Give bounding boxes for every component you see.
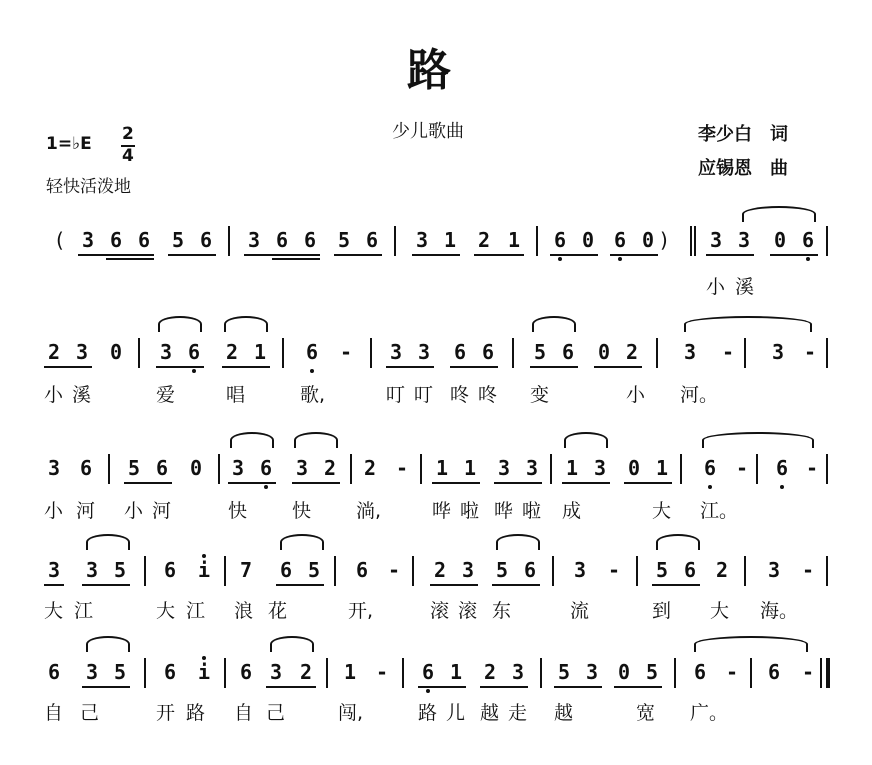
slur: [742, 206, 816, 222]
note: 6: [184, 334, 204, 370]
lyric: 爱: [156, 384, 176, 406]
slur: [294, 432, 338, 448]
slur: [270, 636, 314, 652]
note: 3: [573, 558, 587, 582]
time-signature-bottom: 4: [122, 146, 134, 166]
note: 2: [363, 456, 377, 480]
barline: [826, 226, 828, 256]
note: -: [801, 660, 815, 684]
note: 2: [47, 340, 61, 364]
beam: [334, 254, 382, 256]
notes-row-1: [0, 222, 872, 258]
note: 6: [275, 228, 289, 252]
lyric: 啦: [522, 500, 542, 522]
note: 3: [85, 660, 99, 684]
note: 6: [47, 660, 61, 684]
beam: [418, 686, 466, 688]
note: 3: [585, 660, 599, 684]
lyric: 大: [44, 600, 64, 622]
beam: [474, 254, 524, 256]
note: 3: [709, 228, 723, 252]
beam: [706, 254, 754, 256]
composer-credit: [698, 154, 788, 180]
barline: [552, 556, 554, 586]
note: 5: [113, 558, 127, 582]
lyric: 咚: [450, 384, 470, 406]
beam: [244, 254, 320, 256]
barline: [756, 454, 758, 484]
note: 1: [449, 660, 463, 684]
note: 5: [557, 660, 571, 684]
note: 1: [507, 228, 521, 252]
barline: [144, 556, 146, 586]
note: 3: [47, 456, 61, 480]
barline: [224, 556, 226, 586]
lyric: 滚: [430, 600, 450, 622]
lyric: 河: [152, 500, 172, 522]
note: 6: [155, 456, 169, 480]
open-paren: (: [56, 228, 64, 252]
barline: [536, 226, 538, 256]
beam: [550, 254, 598, 256]
note: 3: [461, 558, 475, 582]
barline: [744, 338, 746, 368]
lyric: 哗: [494, 500, 514, 522]
note: 7: [239, 558, 253, 582]
barline: [512, 338, 514, 368]
lyric: 歌,: [300, 384, 326, 406]
beam: [78, 254, 154, 256]
lyricist-role: 词: [770, 124, 788, 145]
barline: [694, 226, 696, 256]
staff-system-2: [0, 334, 872, 406]
note: -: [735, 456, 749, 480]
note: -: [387, 558, 401, 582]
note: 5: [645, 660, 659, 684]
barline: [412, 556, 414, 586]
note: 3: [81, 228, 95, 252]
credits: [698, 120, 788, 188]
note: 5: [307, 558, 321, 582]
barline: [690, 226, 692, 256]
note: 2: [625, 340, 639, 364]
beam: [276, 584, 324, 586]
note: 3: [683, 340, 697, 364]
lyric: 自: [234, 702, 254, 724]
note: -: [801, 558, 815, 582]
note: 3: [85, 558, 99, 582]
lyric: 海。: [760, 600, 799, 622]
barline: [826, 454, 828, 484]
lyrics-row-2: [0, 382, 872, 408]
barline: [218, 454, 220, 484]
beam: [82, 686, 130, 688]
composer-role: 曲: [770, 158, 788, 179]
notes-row-3: [0, 450, 872, 486]
beam: [106, 258, 154, 260]
note: 2: [225, 340, 239, 364]
lyricist-credit: [698, 120, 788, 146]
note: 5: [171, 228, 185, 252]
note: 6: [163, 660, 177, 684]
beam: [272, 258, 320, 260]
lyric: 淌,: [356, 500, 382, 522]
note: -: [607, 558, 621, 582]
lyric: 越: [480, 702, 500, 724]
note: 6: [683, 558, 697, 582]
note: 1: [565, 456, 579, 480]
beam: [168, 254, 216, 256]
note: 2: [715, 558, 729, 582]
lyric: 越: [554, 702, 574, 724]
lyric: 走: [508, 702, 528, 724]
slur: [224, 316, 268, 332]
note: 1: [343, 660, 357, 684]
note: 6: [302, 334, 322, 370]
barline: [282, 338, 284, 368]
final-barline-thin: [820, 658, 822, 688]
staff-system-1: [0, 222, 872, 298]
beam: [412, 254, 460, 256]
lyric: 唱: [226, 384, 246, 406]
barline: [370, 338, 372, 368]
barline: [326, 658, 328, 688]
lyric: 大: [710, 600, 730, 622]
beam: [386, 366, 434, 368]
beam: [624, 482, 672, 484]
beam: [450, 366, 498, 368]
note: 3: [737, 228, 751, 252]
barline: [826, 338, 828, 368]
note: 6: [418, 654, 438, 690]
barline: [540, 658, 542, 688]
beam: [266, 686, 316, 688]
note: 0: [617, 660, 631, 684]
note: 6: [355, 558, 369, 582]
note: i: [194, 552, 214, 588]
lyric: 广。: [690, 702, 729, 724]
note: 3: [47, 558, 61, 582]
note: 3: [767, 558, 781, 582]
lyric: 开,: [348, 600, 374, 622]
barline: [636, 556, 638, 586]
lyric: 变: [530, 384, 550, 406]
lyric: 路: [418, 702, 438, 724]
note: 6: [798, 222, 818, 258]
note: 6: [279, 558, 293, 582]
lyrics-row-4: [0, 598, 872, 624]
lyric: 闯,: [338, 702, 364, 724]
composer-name: 应锡恩: [698, 158, 752, 179]
tie: [694, 636, 808, 652]
note: -: [803, 340, 817, 364]
lyric: 浪: [234, 600, 254, 622]
lyric: 东: [492, 600, 512, 622]
note: 1: [435, 456, 449, 480]
note: 0: [581, 228, 595, 252]
song-subtitle: 少儿歌曲: [392, 121, 464, 142]
note: 6: [109, 228, 123, 252]
lyric: 己: [266, 702, 286, 724]
note: -: [375, 660, 389, 684]
barline: [674, 658, 676, 688]
note: 3: [415, 228, 429, 252]
lyric: 江: [186, 600, 206, 622]
barline: [744, 556, 746, 586]
barline: [350, 454, 352, 484]
note: 2: [433, 558, 447, 582]
beam: [124, 482, 172, 484]
note: 6: [239, 660, 253, 684]
barline: [228, 226, 230, 256]
notes-row-5: [0, 654, 872, 690]
lyric: 河。: [680, 384, 719, 406]
note: 6: [550, 222, 570, 258]
barline: [334, 556, 336, 586]
lyrics-row-3: [0, 498, 872, 524]
lyrics-row-5: [0, 700, 872, 726]
note: 6: [693, 660, 707, 684]
slur: [230, 432, 274, 448]
lyric: 江: [74, 600, 94, 622]
key-signature: 1=♭E: [46, 134, 92, 154]
note: -: [339, 340, 353, 364]
barline: [108, 454, 110, 484]
note: 6: [772, 450, 792, 486]
note: 3: [497, 456, 511, 480]
final-barline-thick: [826, 658, 830, 688]
staff-system-3: [0, 450, 872, 522]
note: 6: [137, 228, 151, 252]
note: 3: [417, 340, 431, 364]
beam: [610, 254, 658, 256]
note: 1: [253, 340, 267, 364]
note: 3: [75, 340, 89, 364]
lyric: 到: [652, 600, 672, 622]
slur: [158, 316, 202, 332]
barline: [138, 338, 140, 368]
beam: [494, 482, 542, 484]
note: 3: [389, 340, 403, 364]
note: -: [721, 340, 735, 364]
notes-row-4: [0, 552, 872, 588]
beam: [770, 254, 818, 256]
lyric: 快: [228, 500, 248, 522]
note: 6: [303, 228, 317, 252]
note: 5: [495, 558, 509, 582]
lyric: 江。: [700, 500, 739, 522]
note: 3: [593, 456, 607, 480]
note: 6: [256, 450, 276, 486]
slur: [564, 432, 608, 448]
note: 3: [511, 660, 525, 684]
close-paren: ): [660, 228, 668, 252]
note: 5: [113, 660, 127, 684]
barline: [144, 658, 146, 688]
beam: [594, 366, 642, 368]
note: -: [725, 660, 739, 684]
lyric: 小: [44, 384, 64, 406]
note: 6: [523, 558, 537, 582]
lyric: 己: [80, 702, 100, 724]
note: 2: [477, 228, 491, 252]
slur: [86, 534, 130, 550]
note: 3: [525, 456, 539, 480]
staff-system-4: [0, 552, 872, 622]
lyric: 小: [124, 500, 144, 522]
beam: [430, 584, 478, 586]
lyric: 自: [44, 702, 64, 724]
note: -: [395, 456, 409, 480]
beam: [82, 584, 130, 586]
lyric: 快: [292, 500, 312, 522]
note: 3: [771, 340, 785, 364]
note: 1: [463, 456, 477, 480]
note: 5: [337, 228, 351, 252]
note: 6: [199, 228, 213, 252]
lyric: 成: [562, 500, 582, 522]
time-signature-top: 2: [122, 124, 134, 144]
slur: [280, 534, 324, 550]
note: 6: [481, 340, 495, 364]
note: 6: [365, 228, 379, 252]
lyric: 开: [156, 702, 176, 724]
note: 0: [109, 340, 123, 364]
lyric: 大: [652, 500, 672, 522]
lyric: 流: [570, 600, 590, 622]
note: i: [194, 654, 214, 690]
beam: [480, 686, 528, 688]
lyric: 儿: [446, 702, 466, 724]
lyric: 小溪: [706, 276, 765, 298]
barline: [420, 454, 422, 484]
slur: [656, 534, 700, 550]
lyricist-name: 李少白: [698, 124, 752, 145]
barline: [656, 338, 658, 368]
lyrics-row-1: [0, 274, 872, 300]
song-title: 路: [407, 45, 453, 96]
note: 6: [79, 456, 93, 480]
note: 5: [533, 340, 547, 364]
note: 6: [561, 340, 575, 364]
note: 0: [189, 456, 203, 480]
lyric: 叮: [414, 384, 434, 406]
slur: [496, 534, 540, 550]
lyric: 小: [44, 500, 64, 522]
note: 0: [773, 228, 787, 252]
note: 6: [767, 660, 781, 684]
barline: [550, 454, 552, 484]
note: 6: [453, 340, 467, 364]
note: 3: [231, 456, 245, 480]
notes-row-2: [0, 334, 872, 370]
note: 3: [159, 340, 173, 364]
lyric: 大: [156, 600, 176, 622]
barline: [750, 658, 752, 688]
lyric: 河: [76, 500, 96, 522]
note: 0: [627, 456, 641, 480]
tie: [702, 432, 814, 448]
barline: [826, 556, 828, 586]
note: 6: [700, 450, 720, 486]
note: 2: [299, 660, 313, 684]
note: 1: [655, 456, 669, 480]
barline: [680, 454, 682, 484]
note: 0: [641, 228, 655, 252]
note: 6: [163, 558, 177, 582]
lyric: 溪: [72, 384, 92, 406]
lyric: 咚: [478, 384, 498, 406]
note: 3: [269, 660, 283, 684]
lyric: 滚: [458, 600, 478, 622]
barline: [394, 226, 396, 256]
beam: [492, 584, 540, 586]
note: 2: [483, 660, 497, 684]
lyric: 叮: [386, 384, 406, 406]
lyric: 花: [268, 600, 288, 622]
lyric: 小: [626, 384, 646, 406]
beam: [652, 584, 700, 586]
beam: [222, 366, 270, 368]
tie: [684, 316, 812, 332]
barline: [224, 658, 226, 688]
staff-system-5: [0, 654, 872, 724]
note: 3: [247, 228, 261, 252]
slur: [86, 636, 130, 652]
note: 3: [295, 456, 309, 480]
beam: [156, 366, 204, 368]
beam: [292, 482, 340, 484]
beam: [44, 366, 92, 368]
note: 5: [127, 456, 141, 480]
lyric: 路: [186, 702, 206, 724]
beam: [228, 482, 276, 484]
note: 6: [610, 222, 630, 258]
beam: [44, 584, 64, 586]
note: 1: [443, 228, 457, 252]
beam: [614, 686, 662, 688]
beam: [530, 366, 578, 368]
beam: [432, 482, 480, 484]
lyric: 啦: [460, 500, 480, 522]
slur: [532, 316, 576, 332]
beam: [554, 686, 602, 688]
lyric: 哗: [432, 500, 452, 522]
note: 0: [597, 340, 611, 364]
lyric: 宽: [636, 702, 656, 724]
barline: [402, 658, 404, 688]
tempo-marking: 轻快活泼地: [46, 177, 131, 197]
note: -: [805, 456, 819, 480]
note: 5: [655, 558, 669, 582]
note: 2: [323, 456, 337, 480]
beam: [562, 482, 610, 484]
